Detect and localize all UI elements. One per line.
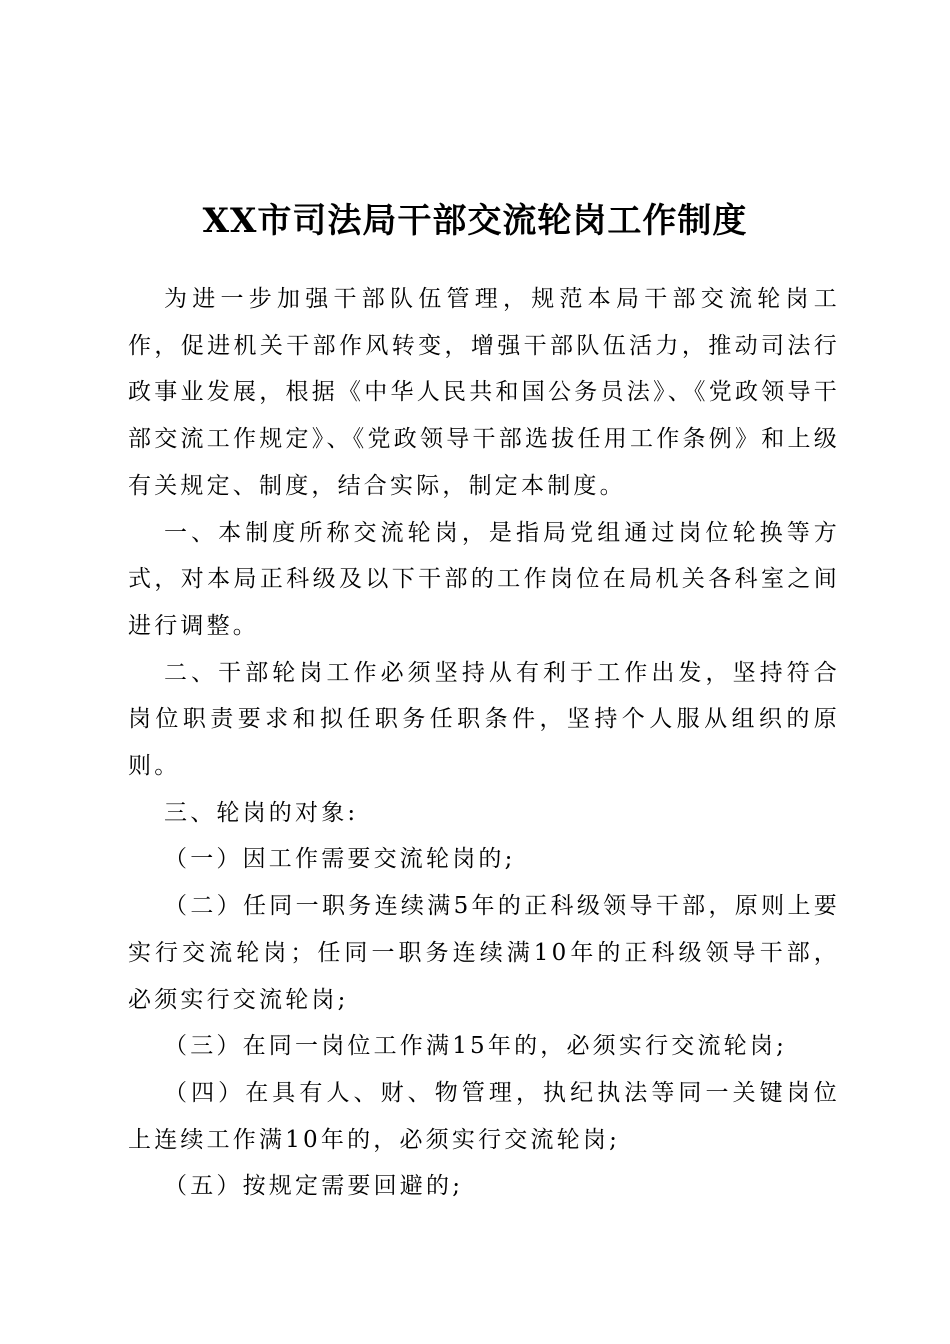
paragraph-article-2: 二、干部轮岗工作必须坚持从有利于工作出发，坚持符合岗位职责要求和拟任职务任职条件，坚持个人服从组织的原则。	[128, 659, 840, 780]
list-item-4: （四）在具有人、财、物管理，执纪执法等同一关键岗位上连续工作满10年的，必须实行交流轮岗;	[128, 1079, 840, 1153]
list-item-2: （二）任同一职务连续满5年的正科级领导干部，原则上要实行交流轮岗；任同一职务连续满10年的正科级领导干部，必须实行交流轮岗;	[128, 893, 840, 1013]
list-item-1: （一）因工作需要交流轮岗的;	[164, 846, 516, 873]
paragraph-article-1: 一、本制度所称交流轮岗，是指局党组通过岗位轮换等方式，对本局正科级及以下干部的工作岗位在局机关各科室之间进行调整。	[128, 519, 840, 639]
document-body	[128, 276, 840, 1210]
paragraph-preamble: 为进一步加强干部队伍管理，规范本局干部交流轮岗工作，促进机关干部作风转变，增强干部队伍活力，推动司法行政事业发展，根据《中华人民共和国公务员法》、《党政领导干部交流工作规定》、《党政领导干部选拔任用工作条例》和上级有关规定、制度，结合实际，制定本制度。	[128, 286, 840, 499]
list-item-5: （五）按规定需要回避的;	[164, 1173, 464, 1200]
list-item-3: （三）在同一岗位工作满15年的，必须实行交流轮岗;	[164, 1033, 788, 1060]
document-title: XX市司法局干部交流轮岗工作制度	[202, 201, 748, 241]
paragraph-article-3: 三、轮岗的对象:	[164, 799, 359, 826]
